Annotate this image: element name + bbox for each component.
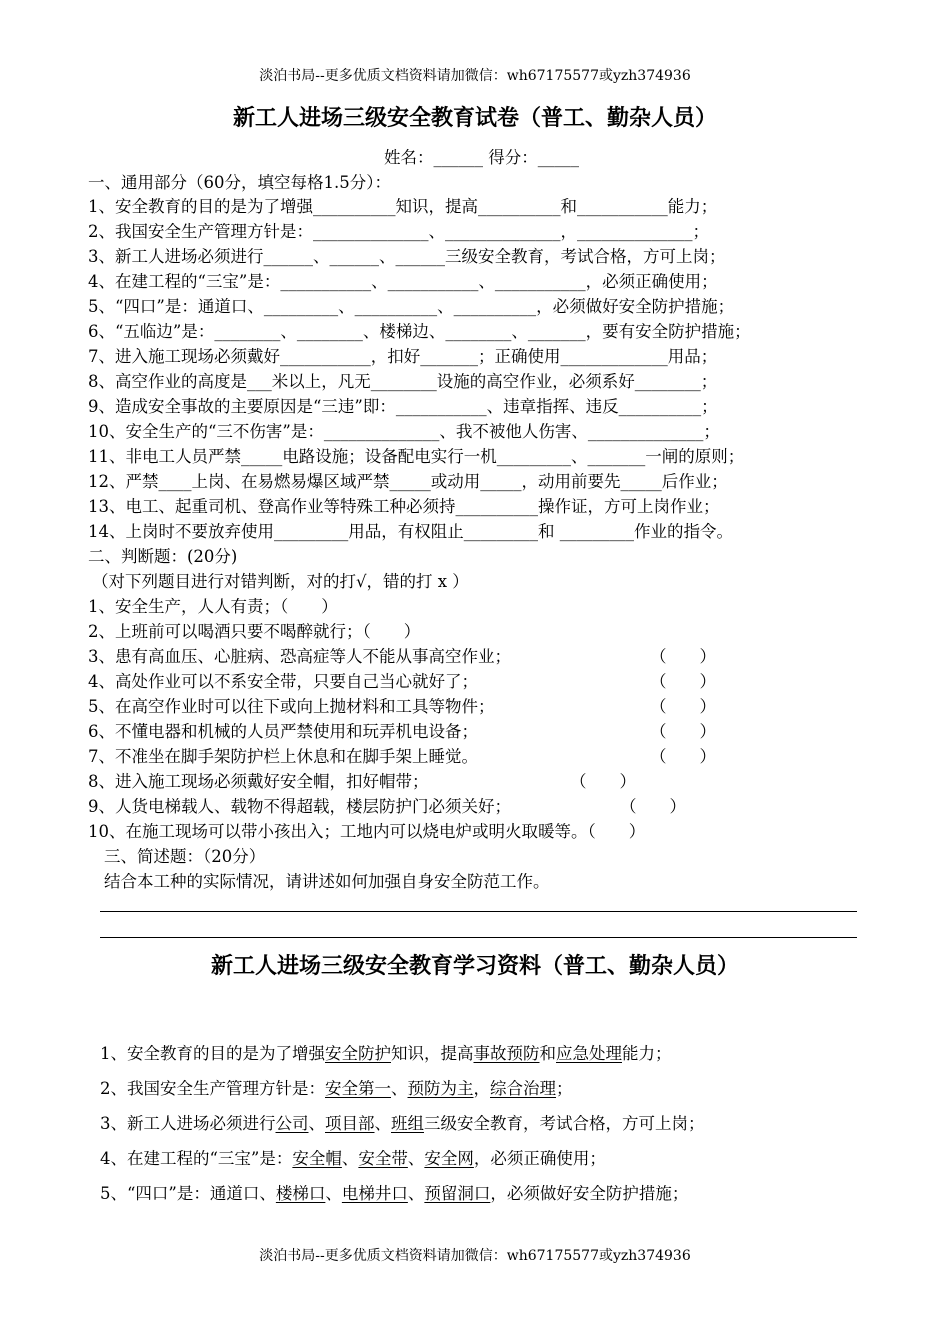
study-text: 能力；: [622, 1044, 672, 1063]
answer-paren[interactable]: （ ）: [650, 697, 716, 716]
study-text: 2、我国安全生产管理方针是：: [100, 1079, 325, 1098]
study-text: ，必须做好安全防护措施；: [490, 1184, 689, 1203]
study-text: 、: [391, 1079, 408, 1098]
study-item: [100, 1147, 606, 1171]
fill-question: 11、非电工人员严禁_____电路设施；设备配电实行一机_________、_______一闸的原则；: [88, 447, 745, 466]
answer-text: 安全网: [424, 1149, 474, 1168]
judge-question: [88, 820, 645, 844]
judge-question: [88, 645, 511, 669]
page-header: 淡泊书局--更多优质文档资料请加微信：wh67175577或yzh374936: [259, 68, 691, 84]
study-text: 、: [341, 1149, 359, 1168]
study-text: 5、“四口”是：通道口、: [100, 1184, 276, 1203]
fill-question: 10、安全生产的“三不伤害”是：______________、我不被他人伤害、______________；: [88, 422, 720, 441]
answer-text: 楼梯口: [275, 1184, 326, 1203]
answer-text: 安全防护: [325, 1044, 391, 1063]
answer-text: 安全带: [358, 1149, 408, 1168]
study-text: 4、在建工程的“三宝”是：: [100, 1149, 293, 1168]
judge-question-text: 9、人货电梯载人、载物不得超载，楼层防护门必须关好；: [88, 797, 511, 816]
page-footer: 淡泊书局--更多优质文档资料请加微信：wh67175577或yzh374936: [259, 1248, 691, 1264]
judge-question-text: 2、上班前可以喝酒只要不喝醉就行；: [88, 622, 363, 641]
answer-paren[interactable]: （ ）: [650, 647, 716, 666]
answer-text: 综合治理: [490, 1079, 556, 1098]
section2-heading: 二、判断题：(20分): [88, 547, 238, 566]
answer-text: 预留洞口: [424, 1184, 491, 1203]
study-text: ；: [556, 1079, 573, 1098]
fill-question: 3、新工人进场必须进行______、______、______三级安全教育，考试合格，方可上岗；: [88, 247, 726, 266]
fill-question: 9、造成安全事故的主要原因是“三违”即：___________、违章指挥、违反__________；: [88, 397, 718, 416]
fill-question: 14、上岗时不要放弃使用_________用品，有权阻止_________和 _________作业的指令。: [88, 522, 733, 541]
study-item: [100, 1112, 705, 1136]
section1-heading: 一、通用部分（60分，填空每格1.5分）：: [88, 173, 391, 192]
answer-paren[interactable]: （ ）: [650, 672, 716, 691]
section3-heading: 三、简述题：（20分）: [104, 847, 266, 866]
answer-text: 项目部: [325, 1114, 375, 1133]
study-item: [100, 1042, 672, 1066]
judge-question-text: 1、安全生产，人人有责；: [88, 597, 280, 616]
section2-note: （对下列题目进行对错判断，对的打√，错的打 x ）: [92, 572, 469, 591]
study-text: 和: [539, 1044, 556, 1063]
answer-line[interactable]: [100, 937, 857, 938]
study-title: 新工人进场三级安全教育学习资料（普工、勤杂人员）: [210, 954, 739, 979]
study-item: [100, 1182, 688, 1206]
study-text: 、: [374, 1114, 391, 1133]
judge-question: [88, 595, 338, 619]
judge-question: [88, 720, 478, 744]
study-text: 、: [407, 1149, 425, 1168]
study-text: 三级安全教育，考试合格，方可上岗；: [424, 1114, 705, 1133]
judge-question: [88, 620, 420, 644]
judge-question: [88, 745, 478, 769]
judge-question: [88, 695, 495, 719]
answer-text: 电梯井口: [341, 1184, 408, 1203]
answer-paren[interactable]: （ ）: [280, 597, 338, 616]
study-text: 3、新工人进场必须进行: [100, 1114, 276, 1133]
study-text: 、: [325, 1184, 342, 1203]
judge-question-text: 6、不懂电器和机械的人员严禁使用和玩弄机电设备；: [88, 722, 478, 741]
judge-question: [88, 770, 429, 794]
judge-question-text: 3、患有高血压、心脏病、恐高症等人不能从事高空作业；: [88, 647, 511, 666]
study-text: 知识，提高: [391, 1044, 474, 1063]
judge-question-text: 5、在高空作业时可以往下或向上抛材料和工具等物件；: [88, 697, 495, 716]
fill-question: 7、进入施工现场必须戴好___________，扣好_______；正确使用_____________用品；: [88, 347, 718, 366]
answer-paren[interactable]: （ ）: [620, 797, 686, 816]
study-text: ，: [473, 1079, 490, 1098]
study-text: 、: [308, 1114, 325, 1133]
answer-text: 安全帽: [292, 1149, 342, 1168]
judge-question-text: 10、在施工现场可以带小孩出入；工地内可以烧电炉或明火取暖等。: [88, 822, 588, 841]
answer-paren[interactable]: （ ）: [570, 772, 636, 791]
answer-paren[interactable]: （ ）: [650, 747, 716, 766]
name-score-line: 姓名：______ 得分：_____: [384, 148, 579, 167]
answer-paren[interactable]: （ ）: [587, 822, 646, 841]
fill-question: 6、“五临边”是：________、________、楼梯边、________、_______，要有安全防护措施；: [88, 322, 751, 341]
answer-paren[interactable]: （ ）: [650, 722, 716, 741]
judge-question-text: 4、高处作业可以不系安全带，只要自己当心就好了；: [88, 672, 478, 691]
answer-line[interactable]: [100, 911, 857, 912]
fill-question: 2、我国安全生产管理方针是：______________、______________，______________；: [88, 222, 709, 241]
answer-text: 公司: [275, 1114, 309, 1133]
judge-question: [88, 795, 511, 819]
fill-question: 4、在建工程的“三宝”是：___________、___________、___________，必须正确使用；: [88, 272, 718, 291]
answer-text: 应急处理: [556, 1044, 622, 1063]
study-item: [100, 1077, 573, 1101]
judge-question-text: 7、不准坐在脚手架防护栏上休息和在脚手架上睡觉。: [88, 747, 478, 766]
study-text: ，必须正确使用；: [473, 1149, 606, 1168]
section3-prompt: 结合本工种的实际情况，请讲述如何加强自身安全防范工作。: [104, 872, 550, 891]
fill-question: 1、安全教育的目的是为了增强__________知识，提高__________和___________能力；: [88, 197, 718, 216]
fill-question: 5、“四口”是：通道口、_________、__________、__________，必须做好安全防护措施；: [88, 297, 735, 316]
answer-paren[interactable]: （ ）: [362, 622, 421, 641]
study-text: 、: [407, 1184, 425, 1203]
fill-question: 12、严禁____上岗、在易燃易爆区域严禁_____或动用_____，动用前要先_____后作业；: [88, 472, 728, 491]
study-text: 1、安全教育的目的是为了增强: [100, 1044, 325, 1063]
fill-question: 8、高空作业的高度是___米以上，凡无________设施的高空作业，必须系好________；: [88, 372, 718, 391]
judge-question: [88, 670, 478, 694]
fill-question: 13、电工、起重司机、登高作业等特殊工种必须持__________操作证，方可上岗作业；: [88, 497, 720, 516]
answer-text: 事故预防: [473, 1044, 540, 1063]
judge-question-text: 8、进入施工现场必须戴好安全帽，扣好帽带；: [88, 772, 429, 791]
exam-title: 新工人进场三级安全教育试卷（普工、勤杂人员）: [232, 106, 717, 131]
answer-text: 班组: [391, 1114, 424, 1133]
answer-text: 预防为主: [407, 1079, 474, 1098]
answer-text: 安全第一: [325, 1079, 391, 1098]
